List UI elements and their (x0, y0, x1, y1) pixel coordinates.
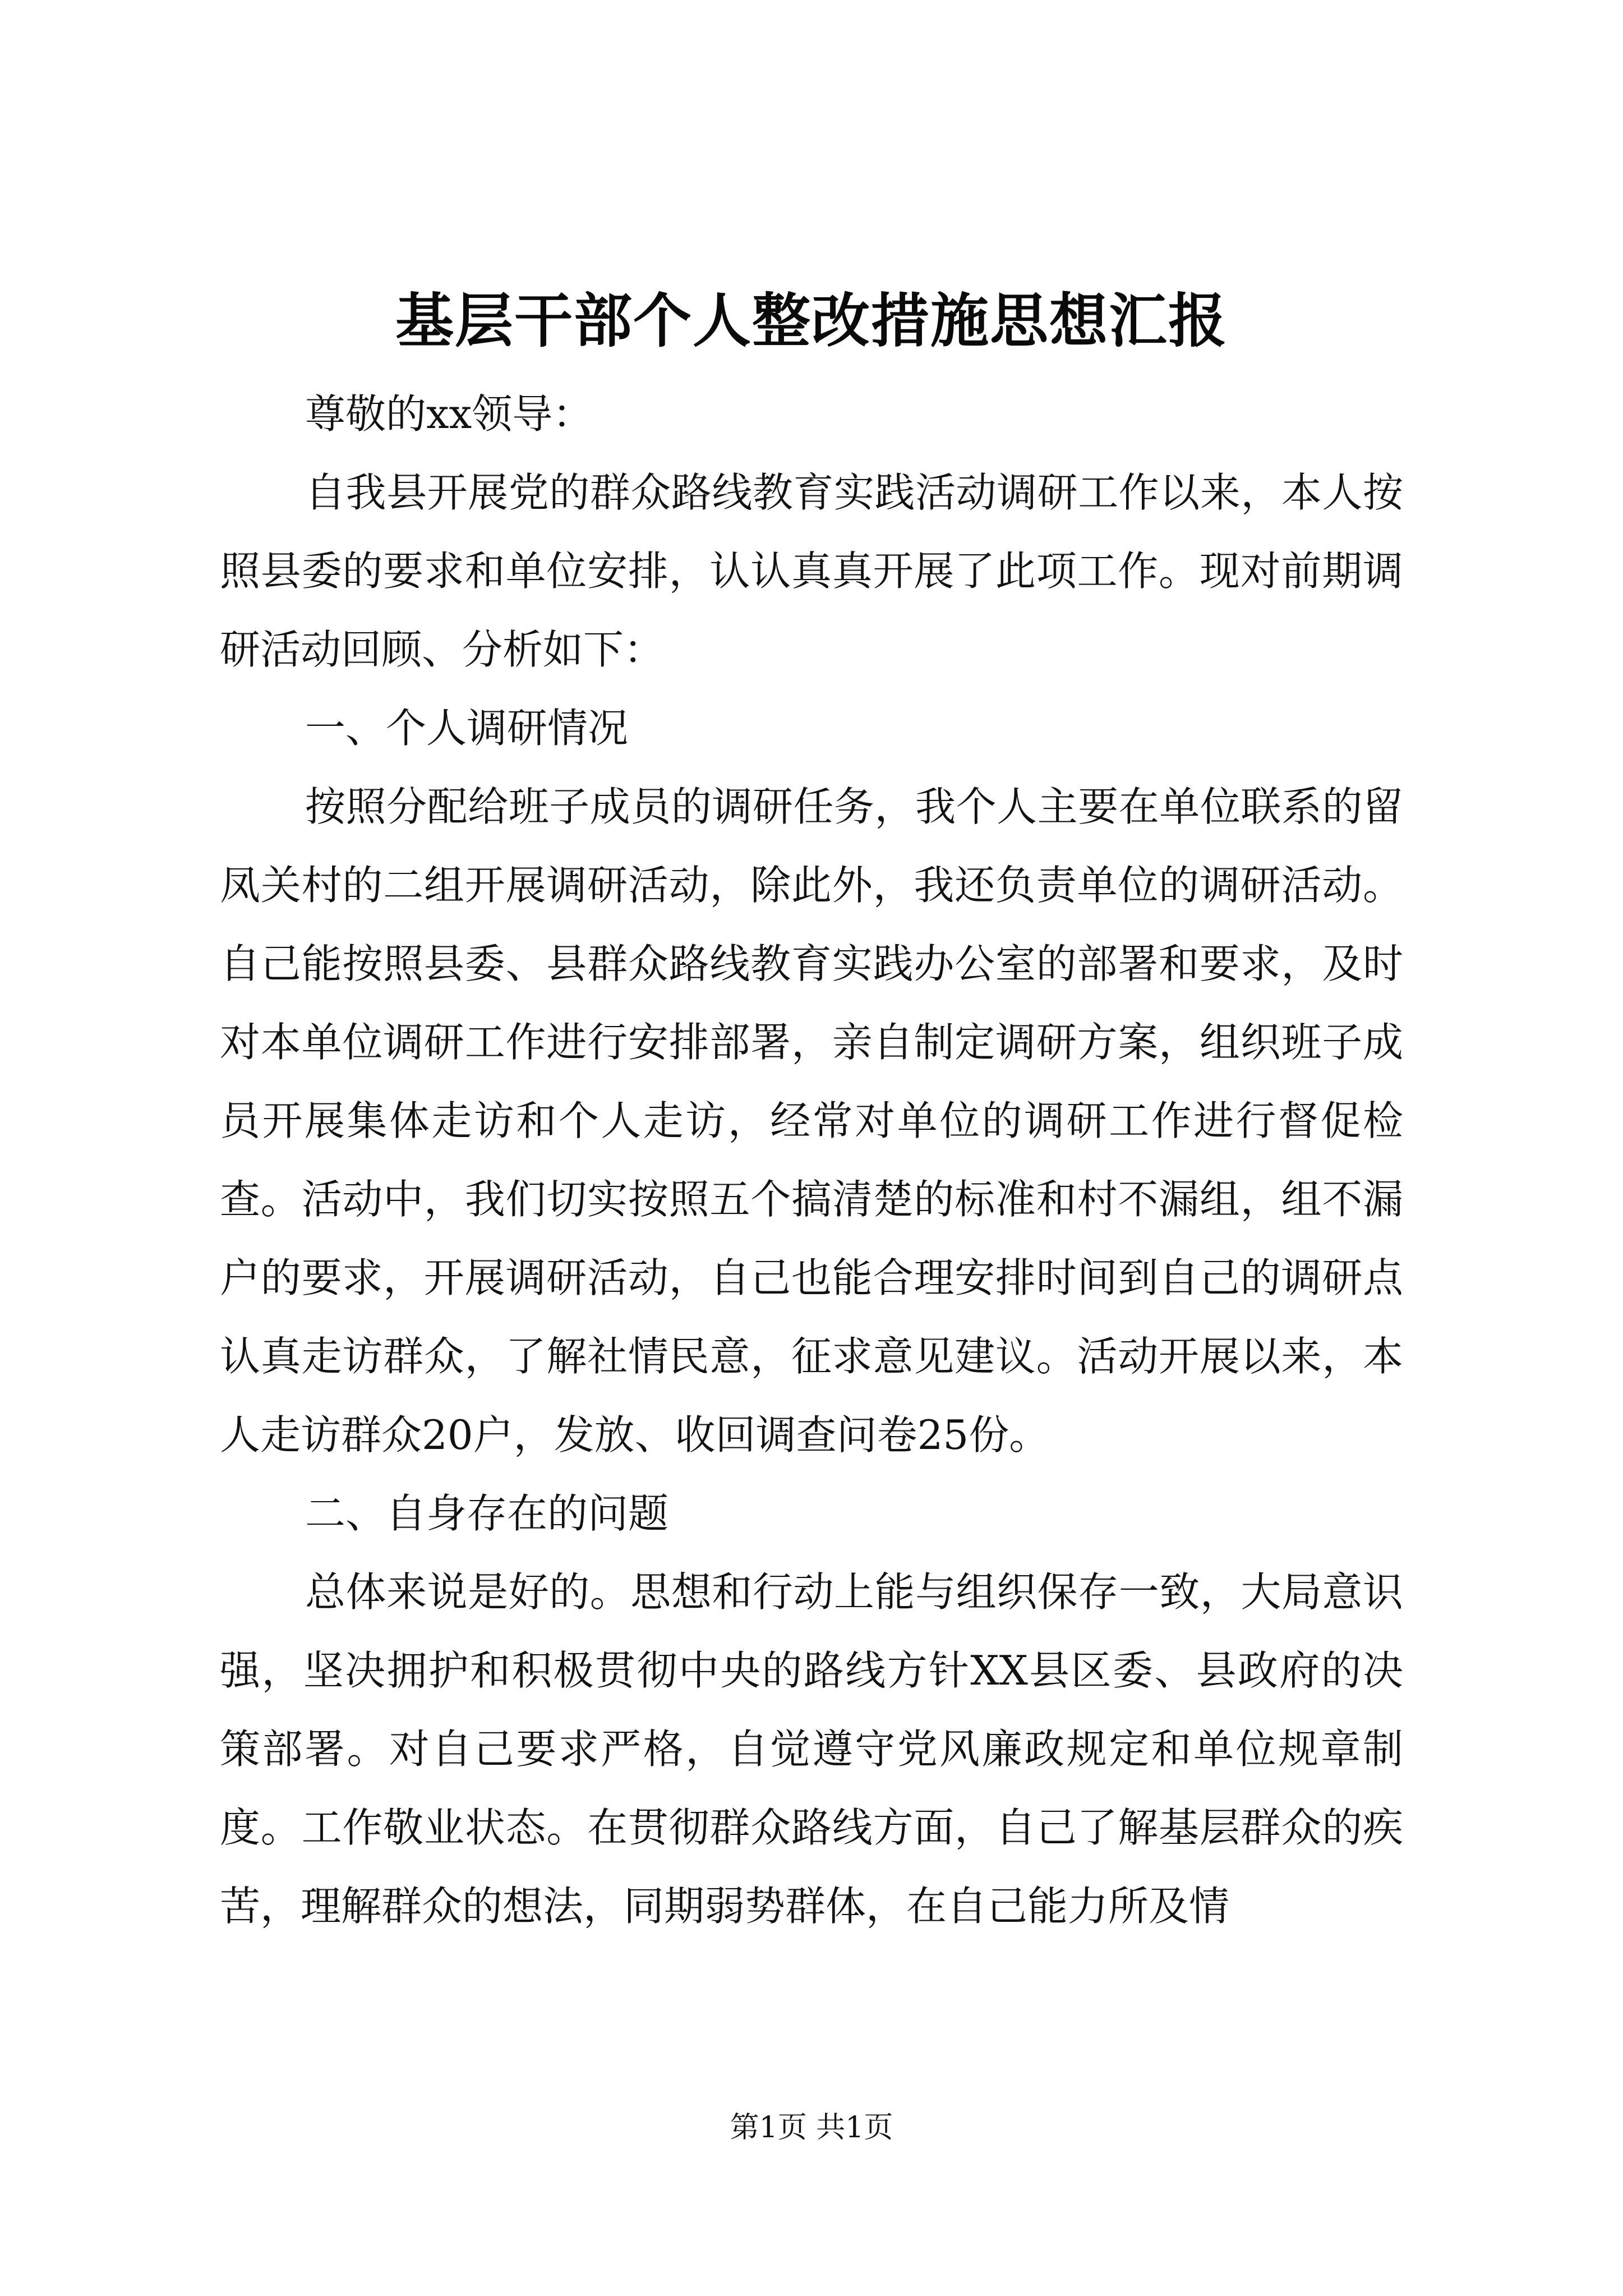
page-number-footer: 第1页 共1页 (730, 2111, 893, 2145)
section-heading-2: 二、自身存在的问题 (305, 1490, 669, 1537)
section-heading-1: 一、个人调研情况 (305, 705, 629, 752)
intro-paragraph: 自我县开展党的群众路线教育实践活动调研工作以来，本人按照县委的要求和单位安排，认认真真开展了此项工作。现对前期调研活动回顾、分析如下： (220, 469, 1403, 673)
document-title: 基层干部个人整改措施思想汇报 (395, 287, 1228, 355)
document-body (220, 375, 1403, 1945)
section-2-paragraph: 总体来说是好的。思想和行动上能与组织保存一致，大局意识强，坚决拥护和积极贯彻中央的路线方针XX县区委、县政府的决策部署。对自己要求严格，自觉遵守党风廉政规定和单位规章制度。工作敬业状态。在贯彻群众路线方面，自己了解基层群众的疾苦，理解群众的想法，同期弱势群体，在自己能力所及情 (220, 1568, 1403, 1930)
salutation: 尊敬的xx领导： (305, 390, 593, 438)
section-1-paragraph: 按照分配给班子成员的调研任务，我个人主要在单位联系的留凤关村的二组开展调研活动，除此外，我还负责单位的调研活动。自己能按照县委、县群众路线教育实践办公室的部署和要求，及时对本单位调研工作进行安排部署，亲自制定调研方案，组织班子成员开展集体走访和个人走访，经常对单位的调研工作进行督促检查。活动中，我们切实按照五个搞清楚的标准和村不漏组，组不漏户的要求，开展调研活动，自己也能合理安排时间到自己的调研点认真走访群众，了解社情民意，征求意见建议。活动开展以来，本人走访群众20户，发放、收回调查问卷25份。 (220, 783, 1403, 1458)
